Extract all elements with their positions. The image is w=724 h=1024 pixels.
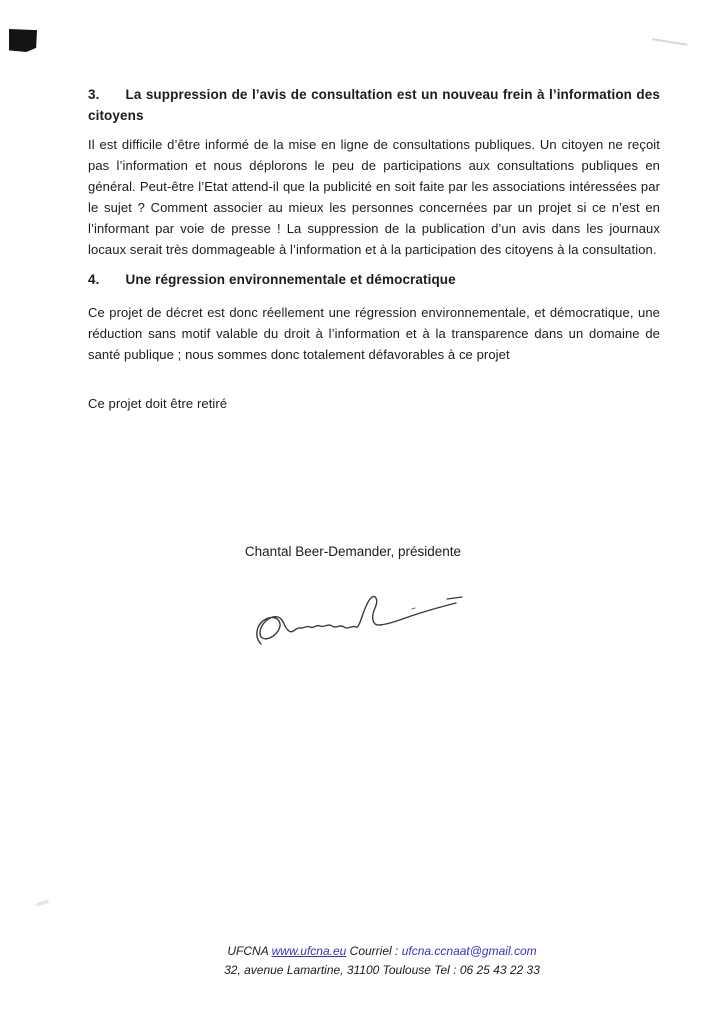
email-link[interactable]: ufcna.ccnaat@gmail.com — [401, 944, 537, 958]
footer-contact-line — [40, 942, 724, 961]
website-link[interactable]: www.ufcna.eu — [271, 944, 347, 958]
faint-scan-line — [652, 38, 688, 46]
courriel-label: Courriel : — [349, 944, 399, 958]
signatory-name: Chantal Beer-Demander, présidente — [244, 544, 462, 559]
closing-statement: Ce projet doit être retiré — [88, 396, 228, 411]
section-3-heading — [88, 84, 660, 126]
signature-image — [253, 584, 468, 652]
faint-scan-smudge — [36, 899, 50, 907]
section-3-paragraph: Il est difficile d’être informé de la mise en ligne de consultations publiques. Un citoyen ne reçoit pas l’information et nous déplorons le peu de participations aux consultations publiques en général. Peut-être l’Etat attend-il que la publicité en soit faite par les associations intéressées par le sujet ? Comment associer au mieux les personnes concernées par un projet si ce n’est en l’informant par voie de presse ! La suppression de la publication d’un avis dans les journaux locaux serait très dommageable à l’information et à la participation des citoyens à la consultation. — [88, 137, 660, 257]
org-name: UFCNA — [227, 944, 269, 958]
handwritten-signature — [253, 584, 468, 652]
section-4-title: Une régression environnementale et démocratique — [125, 272, 456, 287]
section-4-heading — [88, 269, 660, 290]
section-4-number: 4. — [88, 272, 100, 287]
section-4-paragraph: Ce projet de décret est donc réellement une régression environnementale, et démocratique, une réduction sans motif valable du droit à l’information et à la transparence dans un domaine de santé publique ; nous sommes donc totalement défavorables à ce projet — [88, 305, 660, 362]
corner-scan-mark — [9, 29, 37, 52]
page-footer — [40, 942, 724, 980]
section-3-number: 3. — [88, 87, 100, 102]
section-3-title: La suppression de l’avis de consultation est un nouveau frein à l’information des citoyens — [88, 87, 660, 123]
footer-address-line: 32, avenue Lamartine, 31100 Toulouse Tel : 06 25 43 22 33 — [224, 963, 540, 977]
